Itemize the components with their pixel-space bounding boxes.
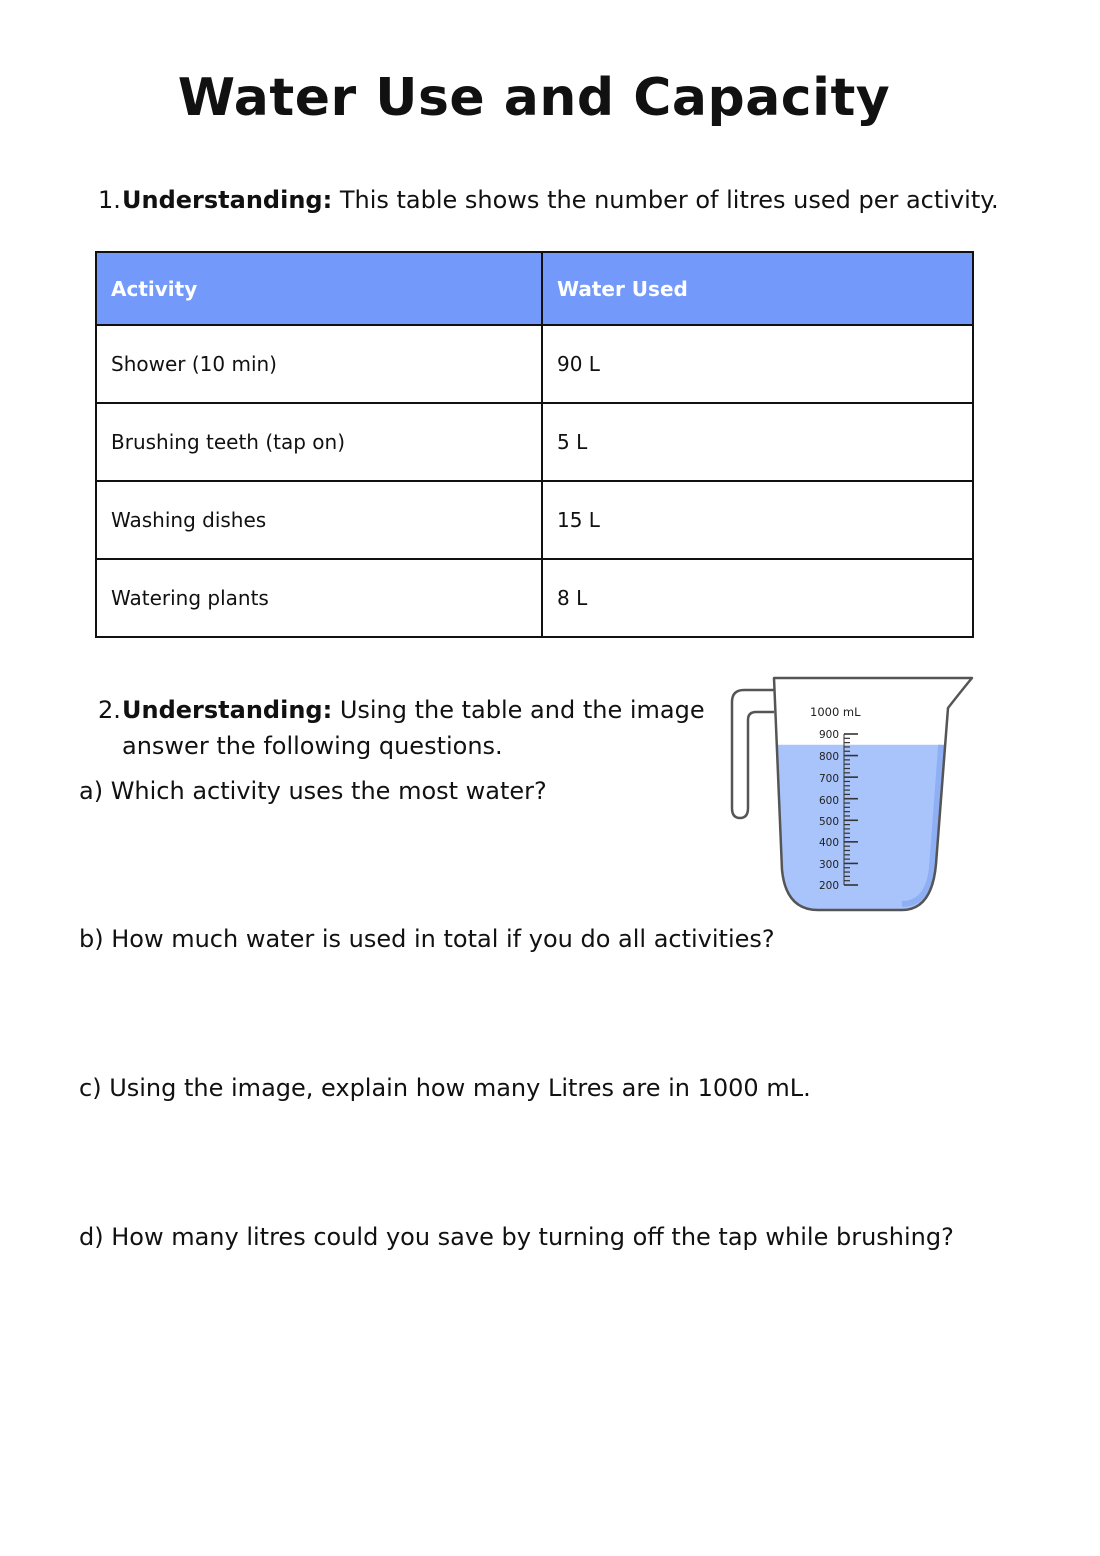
question-2-text-line2: answer the following questions. — [122, 732, 503, 760]
question-2-label: Understanding: — [122, 696, 333, 724]
water-use-table — [95, 251, 974, 638]
activity-cell: Brushing teeth (tap on) — [96, 403, 542, 481]
sub-question-d: d) How many litres could you save by turning off the tap while brushing? — [79, 1223, 954, 1251]
question-1-number: 1. — [98, 186, 121, 214]
activity-cell: Watering plants — [96, 559, 542, 637]
jug-scale-label: 700 — [818, 773, 839, 785]
sub-question-c: c) Using the image, explain how many Litres are in 1000 mL. — [79, 1074, 811, 1102]
question-1-text: This table shows the number of litres used per activity. — [332, 186, 999, 214]
jug-scale-label: 300 — [818, 859, 839, 871]
jug-top-label: 1000 mL — [810, 705, 861, 719]
sub-question-a: a) Which activity uses the most water? — [79, 777, 547, 805]
table-row — [96, 403, 973, 481]
sub-question-b: b) How much water is used in total if you do all activities? — [79, 925, 775, 953]
table-row — [96, 325, 973, 403]
header-activity: Activity — [96, 252, 542, 325]
header-water-used: Water Used — [542, 252, 973, 325]
question-1-label: Understanding: — [122, 186, 333, 214]
jug-scale-label: 600 — [818, 795, 839, 807]
question-2-text-line1: Using the table and the image — [332, 696, 705, 724]
question-2-number: 2. — [98, 696, 121, 724]
question-1 — [98, 182, 1058, 218]
water-used-cell: 90 L — [542, 325, 973, 403]
jug-scale-label: 200 — [818, 880, 839, 892]
activity-cell: Shower (10 min) — [96, 325, 542, 403]
activity-cell: Washing dishes — [96, 481, 542, 559]
water-used-cell: 5 L — [542, 403, 973, 481]
water-used-cell: 15 L — [542, 481, 973, 559]
jug-handle — [732, 690, 774, 818]
jug-scale-label: 400 — [818, 837, 839, 849]
table-row — [96, 559, 973, 637]
jug-scale-label: 800 — [818, 751, 839, 763]
question-2 — [98, 692, 718, 764]
table-row — [96, 481, 973, 559]
measuring-jug-icon — [726, 672, 978, 916]
jug-scale-label: 900 — [818, 729, 839, 741]
water-used-cell: 8 L — [542, 559, 973, 637]
page-title: Water Use and Capacity — [177, 68, 891, 128]
jug-water — [777, 745, 945, 910]
table-header-row — [96, 252, 973, 325]
jug-scale-label: 500 — [818, 816, 839, 828]
